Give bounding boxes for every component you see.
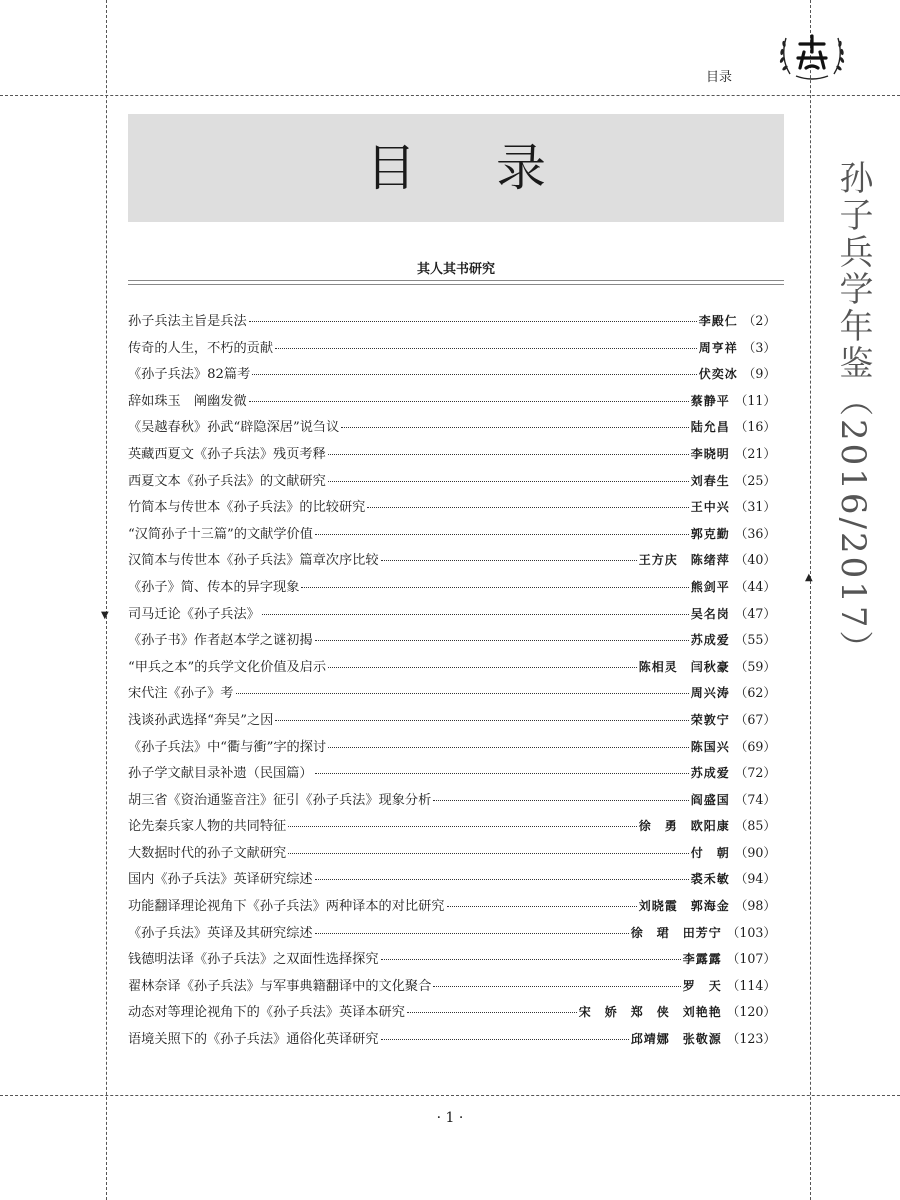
- toc-dot-leader: [341, 427, 688, 428]
- toc-entry-author: 刘晓霞 郭海金: [638, 899, 730, 914]
- toc-entry-author: 王方庆 陈绪萍: [638, 553, 730, 568]
- toc-entry-author: 刘春生: [690, 473, 730, 488]
- toc-entry[interactable]: [128, 416, 776, 443]
- page-title-banner: [128, 114, 784, 222]
- toc-entry-title: 钱德明法译《孙子兵法》之双面性选择探究: [128, 952, 379, 968]
- toc-entry-author: 李晓明: [690, 446, 730, 461]
- toc-entry-author: 邱靖娜 张敬源: [630, 1032, 722, 1047]
- toc-entry-title: 西夏文本《孙子兵法》的文献研究: [128, 473, 326, 489]
- toc-entry-author: 陈国兴: [690, 739, 730, 754]
- toc-entry[interactable]: [128, 895, 776, 922]
- toc-entry-author: 荣敦宁: [690, 712, 730, 727]
- toc-entry[interactable]: [128, 842, 776, 869]
- toc-dot-leader: [328, 454, 689, 455]
- toc-entry-page: （9）: [742, 366, 776, 382]
- toc-entry-page: （21）: [734, 445, 776, 461]
- toc-entry-page: （3）: [742, 339, 776, 355]
- toc-entry-page: （67）: [734, 711, 776, 727]
- toc-entry[interactable]: [128, 948, 776, 975]
- toc-entry[interactable]: [128, 656, 776, 683]
- toc-entry-author: 罗 天: [682, 978, 722, 993]
- toc-dot-leader: [315, 879, 689, 880]
- toc-entry[interactable]: [128, 922, 776, 949]
- toc-dot-leader: [288, 853, 689, 854]
- toc-entry[interactable]: [128, 576, 776, 603]
- toc-entry-page: （2）: [742, 313, 776, 328]
- toc-entry-author: 裘禾敏: [690, 872, 730, 887]
- page-number: · 1 ·: [436, 1110, 464, 1126]
- toc-entry-author: 周亨祥: [698, 340, 738, 355]
- toc-dot-leader: [407, 1012, 577, 1013]
- toc-entry[interactable]: [128, 682, 776, 709]
- toc-entry-title: 《吴越春秋》孙武“辟隐深居”说刍议: [128, 420, 340, 436]
- toc-entry[interactable]: [128, 390, 776, 417]
- toc-dot-leader: [315, 640, 689, 641]
- toc-entry-page: （25）: [734, 472, 776, 488]
- toc-dot-leader: [252, 374, 697, 375]
- toc-list: [128, 310, 776, 1055]
- toc-entry-page: （69）: [734, 738, 776, 754]
- toc-entry-page: （16）: [734, 419, 776, 435]
- toc-entry-page: （72）: [734, 765, 776, 781]
- right-crop-line: [810, 0, 811, 1200]
- toc-dot-leader: [381, 959, 681, 960]
- arrow-down-marker: ▼: [101, 610, 109, 621]
- toc-entry[interactable]: [128, 1001, 776, 1028]
- toc-entry-author: 徐 珺 田芳宁: [630, 925, 722, 940]
- toc-entry[interactable]: [128, 496, 776, 523]
- toc-entry-page: （107）: [726, 951, 776, 967]
- toc-entry[interactable]: [128, 363, 776, 390]
- toc-entry-author: 吴名岗: [690, 606, 730, 621]
- toc-dot-leader: [433, 800, 688, 801]
- toc-entry[interactable]: [128, 443, 776, 470]
- toc-entry-author: 宋 娇 郑 侠 刘艳艳: [578, 1005, 722, 1020]
- emblem-icon: [776, 24, 848, 82]
- toc-entry-author: 徐 勇 欧阳康: [638, 819, 730, 834]
- toc-entry[interactable]: [128, 549, 776, 576]
- toc-entry-title: 辞如珠玉 阐幽发微: [128, 393, 247, 409]
- toc-entry-page: （11）: [734, 392, 776, 408]
- toc-entry-page: （94）: [734, 871, 776, 887]
- toc-entry-author: 苏成爱: [690, 633, 730, 648]
- toc-dot-leader: [262, 614, 689, 615]
- toc-dot-leader: [328, 481, 689, 482]
- toc-entry-title: 胡三省《资治通鉴音注》征引《孙子兵法》现象分析: [128, 792, 432, 808]
- toc-entry-page: （36）: [734, 525, 776, 541]
- toc-entry-title: 语境关照下的《孙子兵法》通俗化英译研究: [128, 1032, 379, 1048]
- toc-entry-author: 蔡静平: [690, 393, 730, 408]
- left-crop-line: [106, 0, 107, 1200]
- toc-entry[interactable]: [128, 709, 776, 736]
- running-head: 目录: [706, 70, 733, 85]
- toc-entry-author: 付 朝: [690, 845, 730, 860]
- toc-entry-title: 大数据时代的孙子文献研究: [128, 845, 287, 861]
- toc-dot-leader: [249, 401, 689, 402]
- toc-dot-leader: [381, 560, 637, 561]
- toc-entry[interactable]: [128, 310, 776, 337]
- toc-entry-title: 国内《孙子兵法》英译研究综述: [128, 872, 313, 888]
- toc-entry-title: 宋代注《孙子》考: [128, 686, 234, 702]
- toc-dot-leader: [315, 773, 689, 774]
- toc-entry-title: 《孙子兵法》中“衢与衝”字的探讨: [128, 739, 327, 755]
- section-rule-top: [128, 280, 784, 281]
- toc-entry-page: （98）: [734, 898, 776, 914]
- toc-dot-leader: [381, 1039, 629, 1040]
- toc-entry-page: （74）: [734, 791, 776, 807]
- toc-entry-title: 竹简本与传世本《孙子兵法》的比较研究: [128, 500, 366, 516]
- toc-entry-page: （103）: [726, 924, 776, 940]
- toc-entry-author: 苏成爱: [690, 766, 730, 781]
- toc-entry-page: （90）: [734, 844, 776, 860]
- toc-entry[interactable]: [128, 523, 776, 550]
- toc-entry-page: （85）: [734, 818, 776, 834]
- toc-entry-title: 动态对等理论视角下的《孙子兵法》英译本研究: [128, 1005, 405, 1021]
- toc-entry-page: （47）: [734, 605, 776, 621]
- toc-entry[interactable]: [128, 815, 776, 842]
- top-crop-line: [0, 95, 900, 96]
- toc-dot-leader: [433, 986, 680, 987]
- toc-entry-author: 伏奕冰: [698, 367, 738, 382]
- toc-entry-title: 孙子兵法主旨是兵法: [128, 314, 247, 329]
- toc-entry-author: 熊剑平: [690, 579, 730, 594]
- toc-dot-leader: [367, 507, 688, 508]
- side-title: 孙子兵学年鉴（2016/2017）: [833, 160, 873, 668]
- toc-entry-title: 《孙子兵法》英译及其研究综述: [128, 925, 313, 941]
- toc-entry-page: （40）: [734, 552, 776, 568]
- toc-entry-page: （114）: [726, 977, 776, 993]
- toc-entry-author: 郭克勤: [690, 526, 730, 541]
- toc-entry-author: 王中兴: [690, 500, 730, 515]
- toc-entry-page: （44）: [734, 578, 776, 594]
- toc-dot-leader: [275, 720, 688, 721]
- bottom-crop-line: [0, 1095, 900, 1096]
- toc-entry[interactable]: [128, 470, 776, 497]
- toc-dot-leader: [275, 348, 697, 349]
- toc-dot-leader: [249, 321, 697, 322]
- toc-entry-title: 《孙子书》作者赵本学之谜初揭: [128, 633, 313, 649]
- toc-entry-title: 功能翻译理论视角下《孙子兵法》两种译本的对比研究: [128, 899, 445, 915]
- toc-entry-title: 汉简本与传世本《孙子兵法》篇章次序比较: [128, 553, 379, 569]
- toc-entry-page: （120）: [726, 1004, 776, 1020]
- page-title: 目录: [366, 139, 626, 197]
- toc-entry-title: 《孙子》简、传本的异字现象: [128, 579, 300, 595]
- toc-dot-leader: [236, 693, 689, 694]
- toc-entry[interactable]: [128, 868, 776, 895]
- toc-entry-page: （31）: [734, 499, 776, 515]
- toc-dot-leader: [315, 534, 689, 535]
- section-heading: 其人其书研究: [416, 262, 495, 277]
- toc-entry-title: 英藏西夏文《孙子兵法》残页考释: [128, 446, 326, 462]
- toc-entry-author: 李殿仁: [698, 314, 738, 328]
- toc-entry-page: （55）: [734, 632, 776, 648]
- toc-entry-author: 陈相灵 闫秋豪: [638, 659, 730, 674]
- toc-dot-leader: [315, 933, 629, 934]
- toc-entry[interactable]: [128, 603, 776, 630]
- arrow-up-marker: ▲: [805, 572, 813, 583]
- toc-entry[interactable]: [128, 975, 776, 1002]
- toc-dot-leader: [447, 906, 637, 907]
- toc-entry-author: 李露露: [682, 952, 722, 967]
- toc-entry-title: “甲兵之本”的兵学文化价值及启示: [128, 659, 327, 675]
- toc-entry-page: （123）: [726, 1031, 776, 1047]
- section-rule-bottom: [128, 284, 784, 285]
- toc-entry-title: 司马迁论《孙子兵法》: [128, 606, 260, 622]
- toc-entry[interactable]: [128, 629, 776, 656]
- toc-entry-title: 浅谈孙武选择“奔吴”之因: [128, 712, 274, 728]
- toc-dot-leader: [328, 747, 689, 748]
- toc-entry-author: 陆允昌: [690, 420, 730, 435]
- toc-entry-title: 《孙子兵法》82篇考: [128, 367, 251, 383]
- toc-entry-page: （62）: [734, 685, 776, 701]
- toc-entry-title: 翟林奈译《孙子兵法》与军事典籍翻译中的文化聚合: [128, 978, 432, 994]
- toc-entry[interactable]: [128, 736, 776, 763]
- toc-dot-leader: [288, 826, 637, 827]
- toc-entry[interactable]: [128, 762, 776, 789]
- toc-entry-page: （59）: [734, 658, 776, 674]
- toc-dot-leader: [301, 587, 688, 588]
- toc-entry-title: 孙子学文献目录补遗（民国篇）: [128, 766, 313, 782]
- toc-entry[interactable]: [128, 789, 776, 816]
- toc-entry[interactable]: [128, 1028, 776, 1055]
- toc-entry-author: 周兴涛: [690, 686, 730, 701]
- toc-entry-title: 传奇的人生，不朽的贡献: [128, 340, 274, 356]
- toc-entry[interactable]: [128, 337, 776, 364]
- toc-dot-leader: [328, 667, 637, 668]
- toc-entry-author: 阎盛国: [690, 792, 730, 807]
- toc-entry-title: 论先秦兵家人物的共同特征: [128, 819, 287, 835]
- toc-entry-title: “汉简孙子十三篇”的文献学价值: [128, 526, 313, 542]
